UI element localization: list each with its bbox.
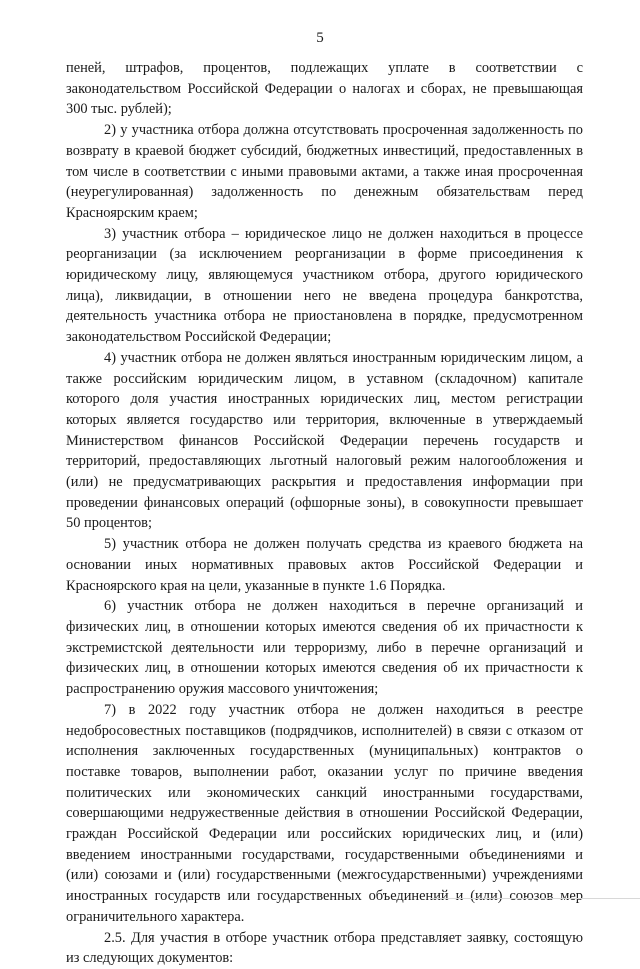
paragraph-item-7: 7) в 2022 году участник отбора не должен находиться в реестре недобросовестных поставщиков (подрядчиков, исполнителей) в связи с отказом от исполнения заключенных государственных (муниципальных) контрактов о поставке товаров, выполнении работ, оказании услуг по причине введения политических или экономических санкций иностранными государствами, совершающими недружественные действия в отношении Российской Федерации, граждан Российской Федерации или российских юридических лиц, и (или) введением иностранными государствами, государственными объединениями и (или) союзами и (или) государственными (межгосударственными) учреждениями иностранных государств или государственных объединений и (или) союзов мер ограничительного характера. xyxy=(66,701,583,925)
paragraph-item-4: 4) участник отбора не должен являться иностранным юридическим лицом, а также российским юридическим лицом, в уставном (складочном) капитале которого доля участия иностранных юридических лиц, местом регистрации которых является государство или территория, включенные в утверждаемый Министерством финансов Российской Федерации перечень государств и территорий, предоставляющих льготный налоговый режим налогообложения и (или) не предусматривающих раскрытия и предоставления информации при проведении финансовых операций (офшорные зоны), в совокупности превышает 50 процентов; xyxy=(66,349,583,532)
paragraph-item-5: 5) участник отбора не должен получать средства из краевого бюджета на основании иных нормативных правовых актов Российской Федерации и Красноярского края на цели, указанные в пункте 1.6 Порядка. xyxy=(66,536,583,594)
page-number: 5 xyxy=(316,30,324,46)
paragraph-section-2-5: 2.5. Для участия в отборе участник отбора представляет заявку, состоящую из следующих документов: xyxy=(66,929,583,967)
scan-edge-artifact xyxy=(430,898,640,905)
paragraph-item-6: 6) участник отбора не должен находиться в перечне организаций и физических лиц, в отношении которых имеются сведения об их причастности к экстремистской деятельности или терроризму, либо в перечне организаций и физических лиц, в отношении которых имеются сведения об их причастности к распространению оружия массового уничтожения; xyxy=(66,598,583,698)
paragraph-item-2: 2) у участника отбора должна отсутствовать просроченная задолженность по возврату в краевой бюджет субсидий, бюджетных инвестиций, предоставленных в том числе в соответствии с иными правовыми актами, а также иная просроченная (неурегулированная) задолженность по денежным обязательствам перед Красноярским краем; xyxy=(66,122,583,221)
document-body xyxy=(66,58,583,969)
paragraph-item-3: 3) участник отбора – юридическое лицо не должен находиться в процессе реорганизации (за исключением реорганизации в форме присоединения к юридическому лицу, являющемуся участником отбора, другого юридического лица), ликвидации, в отношении него не введена процедура банкротства, деятельность участника отбора не приостановлена в порядке, предусмотренном законодательством Российской Федерации; xyxy=(66,225,583,346)
paragraph-1-continuation: пеней, штрафов, процентов, подлежащих уплате в соответствии с законодательством Российской Федерации о налогах и сборах, не превышающая 300 тыс. рублей); xyxy=(66,60,583,118)
